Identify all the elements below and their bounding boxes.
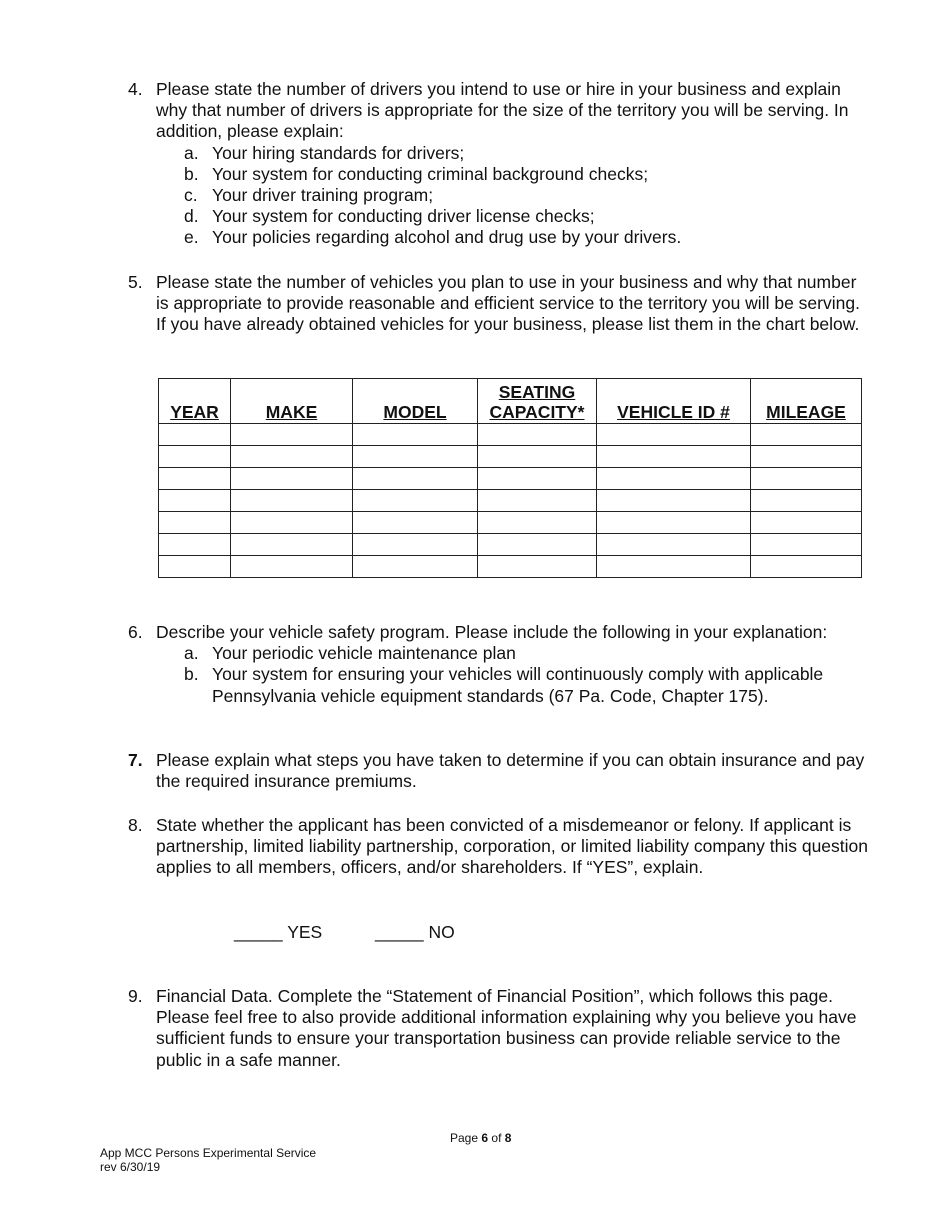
- sub-item: [184, 206, 868, 227]
- header-seating-capacity: [478, 379, 597, 424]
- question-text: Describe your vehicle safety program. Please include the following in your explanation:: [156, 622, 828, 642]
- question-text: Please state the number of vehicles you plan to use in your business and why that number is appropriate to provide reasonable and efficient service to the territory you will be serving. If you have already obtained vehicles for your business, please list them in the chart below.: [156, 272, 860, 335]
- question-6: [128, 622, 888, 707]
- sub-item-letter: a.: [184, 643, 199, 664]
- vehicle-table-cell[interactable]: [751, 556, 862, 578]
- vehicle-table-cell[interactable]: [597, 424, 751, 446]
- page-total: 8: [504, 1131, 512, 1145]
- vehicle-table-cell[interactable]: [231, 446, 353, 468]
- question-5: [128, 272, 868, 336]
- sub-item-text: Your periodic vehicle maintenance plan: [212, 643, 516, 664]
- vehicle-table-cell[interactable]: [353, 424, 478, 446]
- header-model: MODEL: [353, 379, 478, 424]
- vehicle-table-cell[interactable]: [478, 490, 597, 512]
- vehicle-table-cell[interactable]: [353, 534, 478, 556]
- question-7: [128, 750, 868, 792]
- question-number: 4.: [128, 79, 143, 99]
- vehicle-table-cell[interactable]: [159, 556, 231, 578]
- vehicle-table-cell[interactable]: [159, 534, 231, 556]
- sub-item: [184, 643, 888, 664]
- vehicle-table-cell[interactable]: [751, 424, 862, 446]
- header-seating-line2: CAPACITY*: [489, 402, 585, 422]
- sub-item-letter: b.: [184, 163, 199, 184]
- form-revision: rev 6/30/19: [100, 1160, 161, 1174]
- vehicle-table-row: [159, 512, 862, 534]
- vehicle-table-cell[interactable]: [353, 512, 478, 534]
- sub-item-text: Your system for ensuring your vehicles will continuously comply with applicable Pennsylvania vehicle equipment standards (67 Pa. Code, Chapter 175).: [212, 664, 824, 706]
- question-number: 9.: [128, 986, 143, 1006]
- vehicle-table-cell[interactable]: [597, 446, 751, 468]
- vehicle-table-cell[interactable]: [159, 490, 231, 512]
- vehicle-table-cell[interactable]: [231, 490, 353, 512]
- question-text: State whether the applicant has been convicted of a misdemeanor or felony. If applicant is partnership, limited liability partnership, corporation, or limited liability company this question applies to all members, officers, and/or shareholders. If “YES”, explain.: [156, 815, 868, 878]
- form-identifier: [100, 1146, 316, 1174]
- question-text: Financial Data. Complete the “Statement of Financial Position”, which follows this page. Please feel free to also provide additional information explaining why you believe you have sufficient funds to ensure your transportation business can provide reliable service to the public in a safe manner.: [156, 986, 857, 1070]
- vehicle-table-cell[interactable]: [478, 534, 597, 556]
- vehicle-table-cell[interactable]: [478, 446, 597, 468]
- question-text: Please explain what steps you have taken to determine if you can obtain insurance and pay the required insurance premiums.: [156, 750, 865, 792]
- vehicle-table: [158, 378, 862, 578]
- vehicle-table-row: [159, 556, 862, 578]
- vehicle-table-cell[interactable]: [478, 468, 597, 490]
- question-number: 7.: [128, 750, 143, 770]
- page-current: 6: [481, 1131, 489, 1145]
- sub-item: [184, 227, 868, 248]
- vehicle-table-row: [159, 490, 862, 512]
- sub-item-letter: b.: [184, 664, 199, 685]
- vehicle-table-cell[interactable]: [353, 556, 478, 578]
- form-name: App MCC Persons Experimental Service: [100, 1146, 317, 1160]
- vehicle-table-cell[interactable]: [478, 512, 597, 534]
- vehicle-table-body: [159, 424, 862, 578]
- vehicle-table-cell[interactable]: [751, 490, 862, 512]
- sub-item: [184, 664, 852, 706]
- vehicle-table-cell[interactable]: [353, 468, 478, 490]
- question-number: 8.: [128, 815, 143, 835]
- vehicle-table-row: [159, 424, 862, 446]
- question-8: [128, 815, 868, 879]
- page-number: [450, 1131, 511, 1145]
- vehicle-table-cell[interactable]: [751, 534, 862, 556]
- page-word: Page: [450, 1131, 479, 1145]
- vehicle-table-cell[interactable]: [751, 512, 862, 534]
- sub-item: [184, 185, 868, 206]
- vehicle-table-cell[interactable]: [478, 424, 597, 446]
- sub-item-text: Your policies regarding alcohol and drug use by your drivers.: [212, 227, 682, 248]
- vehicle-table-cell[interactable]: [478, 556, 597, 578]
- vehicle-table-cell[interactable]: [159, 424, 231, 446]
- vehicle-table-cell[interactable]: [597, 512, 751, 534]
- header-vehicle-id: VEHICLE ID #: [597, 379, 751, 424]
- question-number: 6.: [128, 622, 143, 642]
- vehicle-table-cell[interactable]: [231, 534, 353, 556]
- vehicle-table-cell[interactable]: [353, 490, 478, 512]
- vehicle-table-cell[interactable]: [231, 556, 353, 578]
- vehicle-table-row: [159, 446, 862, 468]
- sub-item-text: Your system for conducting criminal background checks;: [212, 163, 649, 184]
- sub-item: [184, 143, 868, 164]
- vehicle-table-cell[interactable]: [751, 446, 862, 468]
- yes-answer-line[interactable]: _____ YES: [234, 922, 323, 942]
- vehicle-table-cell[interactable]: [159, 468, 231, 490]
- vehicle-table-cell[interactable]: [597, 468, 751, 490]
- question-number: 5.: [128, 272, 143, 292]
- vehicle-table-cell[interactable]: [751, 468, 862, 490]
- page-of: of: [491, 1131, 502, 1145]
- sub-item-letter: e.: [184, 227, 199, 248]
- sub-item-letter: a.: [184, 142, 199, 163]
- sub-item: [184, 164, 868, 185]
- vehicle-table-cell[interactable]: [159, 512, 231, 534]
- sub-item-letter: d.: [184, 206, 199, 227]
- vehicle-table-cell[interactable]: [231, 424, 353, 446]
- sub-item-text: Your hiring standards for drivers;: [212, 142, 465, 163]
- header-make: MAKE: [231, 379, 353, 424]
- vehicle-table-cell[interactable]: [597, 534, 751, 556]
- vehicle-table-cell[interactable]: [597, 556, 751, 578]
- vehicle-table-cell[interactable]: [231, 512, 353, 534]
- vehicle-table-row: [159, 468, 862, 490]
- vehicle-table-row: [159, 534, 862, 556]
- vehicle-table-cell[interactable]: [597, 490, 751, 512]
- vehicle-table-cell[interactable]: [159, 446, 231, 468]
- question-4: [128, 79, 868, 249]
- question-9: [128, 986, 868, 1071]
- header-mileage: MILEAGE: [751, 379, 862, 424]
- sub-item-letter: c.: [184, 185, 198, 206]
- no-answer-line[interactable]: _____ NO: [375, 922, 455, 942]
- sub-item-text: Your system for conducting driver license checks;: [212, 206, 595, 227]
- header-seating-line1: SEATING: [498, 382, 576, 402]
- header-year: YEAR: [159, 379, 231, 424]
- vehicle-table-header-row: [159, 379, 862, 424]
- vehicle-table-cell[interactable]: [231, 468, 353, 490]
- sub-item-text: Your driver training program;: [212, 185, 434, 206]
- vehicle-table-cell[interactable]: [353, 446, 478, 468]
- question-text: Please state the number of drivers you intend to use or hire in your business and explain why that number of drivers is appropriate for the size of the territory you will be serving. In addition, please explain:: [156, 79, 849, 142]
